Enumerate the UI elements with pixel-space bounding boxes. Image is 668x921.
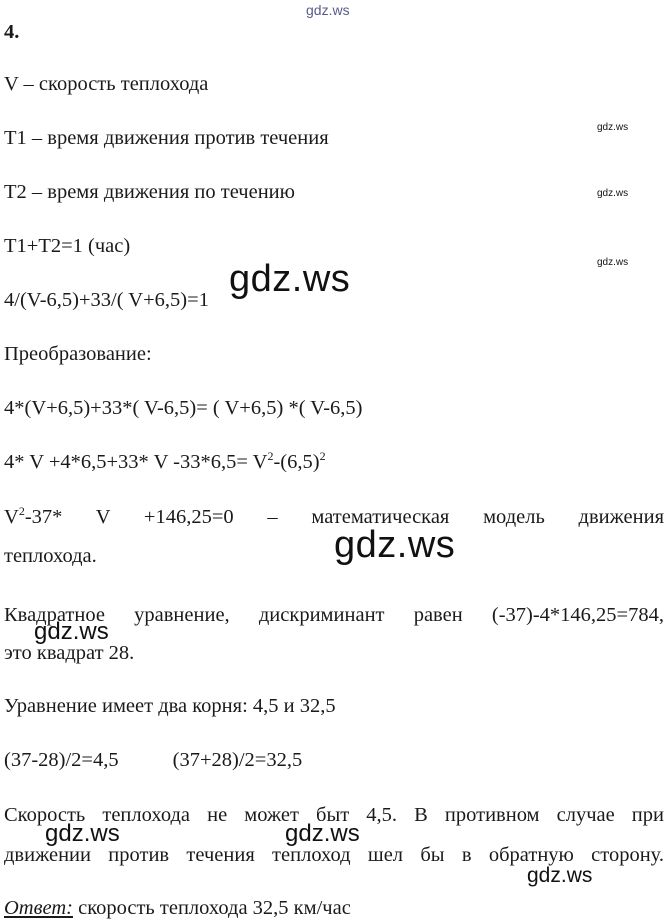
expanded-right: -(6,5) [273, 451, 320, 473]
expanded-equation-2 [4, 450, 326, 474]
transformation-heading: Преобразование: [4, 343, 152, 365]
calc-root-1: (37-28)/2=4,5 [4, 749, 119, 771]
definition-t2: T2 – время движения по течению [4, 181, 295, 203]
time-sum-equation: T1+T2=1 (час) [4, 235, 131, 257]
watermark-mid: gdz.ws [45, 820, 120, 847]
watermark-big: gdz.ws [229, 258, 351, 300]
answer-line [4, 896, 351, 920]
discriminant-continuation: это квадрат 28. [4, 642, 135, 664]
watermark-mid: gdz.ws [527, 864, 593, 887]
watermark-mid: gdz.ws [285, 820, 360, 847]
superscript: 2 [267, 449, 274, 463]
roots-line: Уравнение имеет два корня: 4,5 и 32,5 [4, 695, 336, 717]
watermark-small: gdz.ws [597, 188, 629, 199]
superscript: 2 [18, 504, 25, 518]
answer-text: скорость теплохода 32,5 км/час [72, 897, 351, 919]
expanded-left: 4* V +4*6,5+33* V -33*6,5= V [4, 451, 268, 473]
speed-conclusion-continuation: движении против течения теплоход шел бы в обратную сторону. [4, 844, 664, 866]
calc-root-2: (37+28)/2=32,5 [172, 749, 303, 771]
root-calculations [4, 748, 302, 772]
discriminant-line: Квадратное уравнение, дискриминант равен (-37)-4*146,25=784, [4, 604, 664, 626]
math-model-continuation: теплохода. [4, 545, 97, 567]
watermark-small: gdz.ws [597, 257, 629, 268]
main-equation: 4/(V-6,5)+33/( V+6,5)=1 [4, 289, 209, 311]
definition-t1: T1 – время движения против течения [4, 127, 329, 149]
superscript: 2 [319, 449, 326, 463]
watermark-mid: gdz.ws [34, 618, 109, 645]
answer-label: Ответ: [4, 897, 73, 919]
speed-conclusion: Скорость теплохода не может быт 4,5. В противном случае при [4, 804, 664, 826]
watermark-top: gdz.ws [306, 2, 350, 18]
model-v: V [4, 506, 19, 528]
watermark-big: gdz.ws [334, 524, 456, 566]
watermark-small: gdz.ws [597, 122, 629, 133]
model-rest: -37* V +146,25=0 – математическая модель движения [24, 506, 664, 528]
task-number: 4. [4, 21, 20, 43]
expanded-equation: 4*(V+6,5)+33*( V-6,5)= ( V+6,5) *( V-6,5) [4, 397, 363, 419]
definition-v: V – скорость теплохода [4, 73, 209, 95]
